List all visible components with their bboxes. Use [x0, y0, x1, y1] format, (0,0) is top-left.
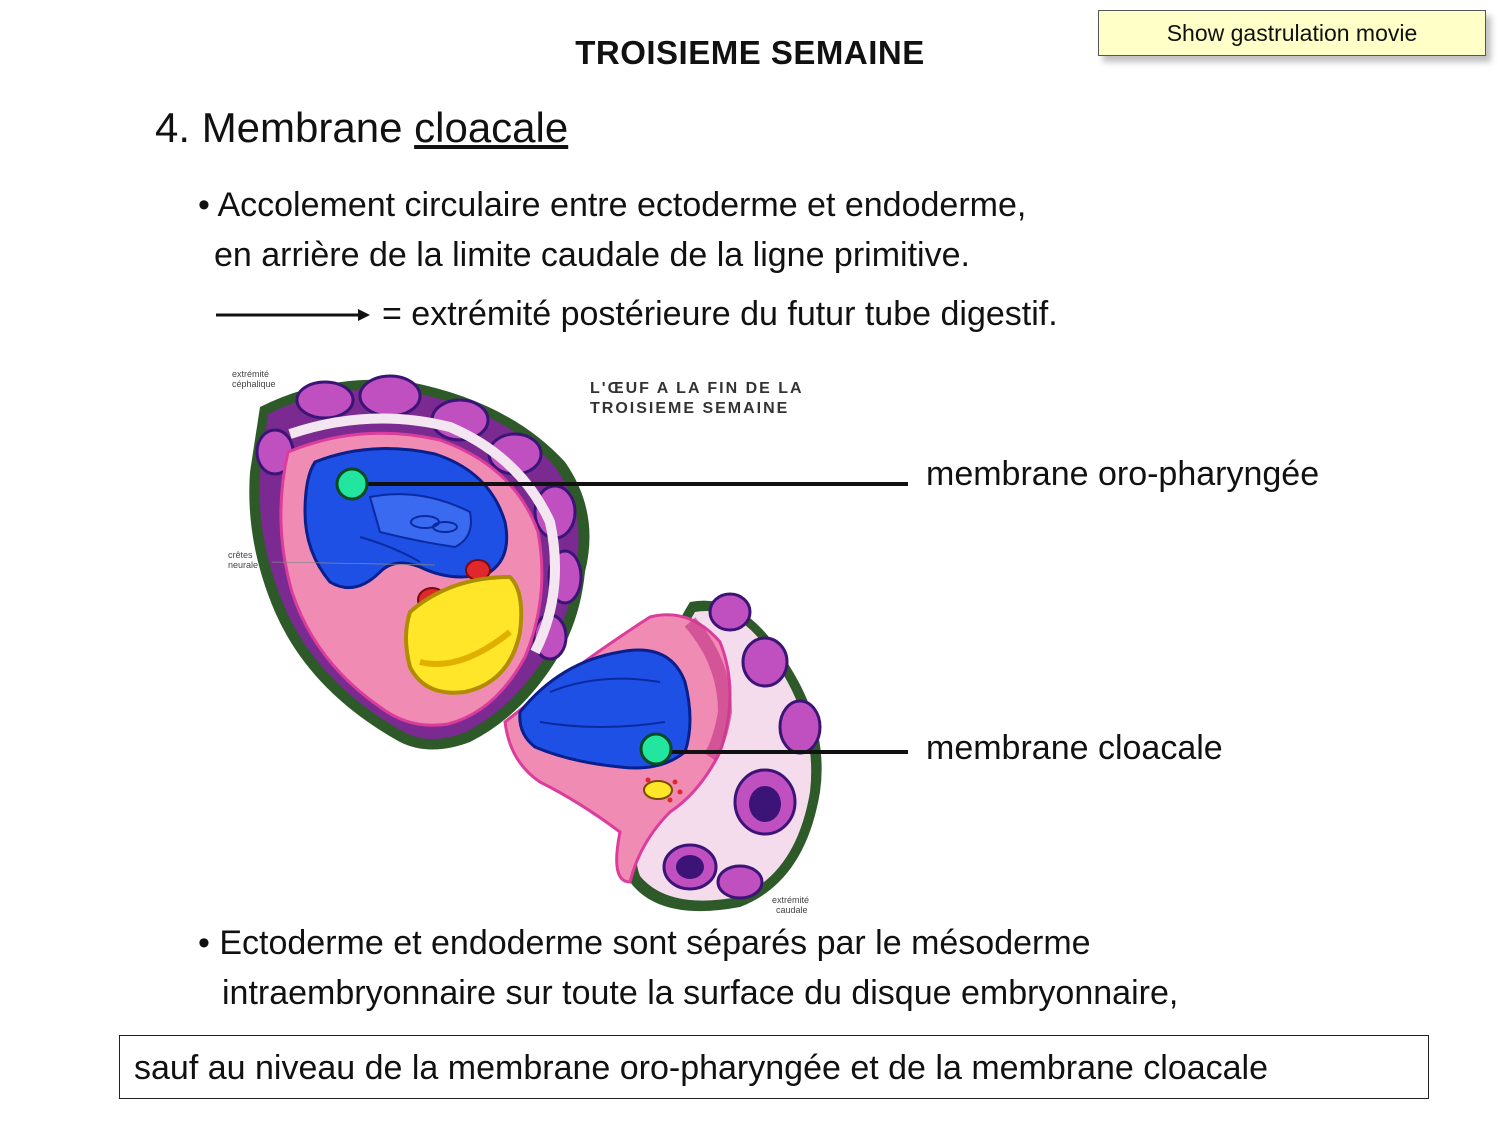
caudal-label-2: caudale [776, 905, 808, 915]
embryo-diagram [220, 362, 920, 922]
slide-title: TROISIEME SEMAINE [575, 34, 925, 71]
oro-pharyngeal-marker [337, 469, 367, 499]
cloacal-marker [641, 734, 671, 764]
neural-crest-label-2: neurale [228, 560, 259, 570]
right-arrow-icon [212, 290, 372, 340]
label-cloacal-membrane: membrane cloacale [926, 729, 1223, 767]
label-oro-pharyngeal-membrane: membrane oro-pharyngée [926, 455, 1320, 493]
bullet-1-line-1: • Accolement circulaire entre ectoderme et endoderme, [198, 186, 1027, 224]
caudal-label-1: extrémité [772, 895, 810, 905]
arrow-definition: = extrémité postérieure du futur tube digestif. [382, 295, 1058, 333]
neural-crest-label-1: crêtes [228, 550, 253, 560]
bullet-1-line-2: en arrière de la limite caudale de la ligne primitive. [214, 236, 970, 274]
heading-underlined-word: cloacale [414, 104, 569, 151]
cephalic-label-2: céphalique [232, 379, 276, 389]
show-movie-button[interactable]: Show gastrulation movie [1098, 10, 1486, 56]
diagram-title-line-2: TROISIEME SEMAINE [590, 400, 790, 417]
bullet-2-line-1: • Ectoderme et endoderme sont séparés par le mésoderme [198, 924, 1091, 962]
heading-prefix: 4. Membrane [155, 104, 415, 151]
diagram-title-line-1: L'ŒUF A LA FIN DE LA [590, 380, 804, 397]
bullet-2-line-2: intraembryonnaire sur toute la surface du disque embryonnaire, [222, 974, 1179, 1012]
cephalic-label-1: extrémité [232, 369, 270, 379]
section-heading [155, 104, 568, 152]
exception-note-box: sauf au niveau de la membrane oro-pharyngée et de la membrane cloacale [119, 1035, 1429, 1099]
